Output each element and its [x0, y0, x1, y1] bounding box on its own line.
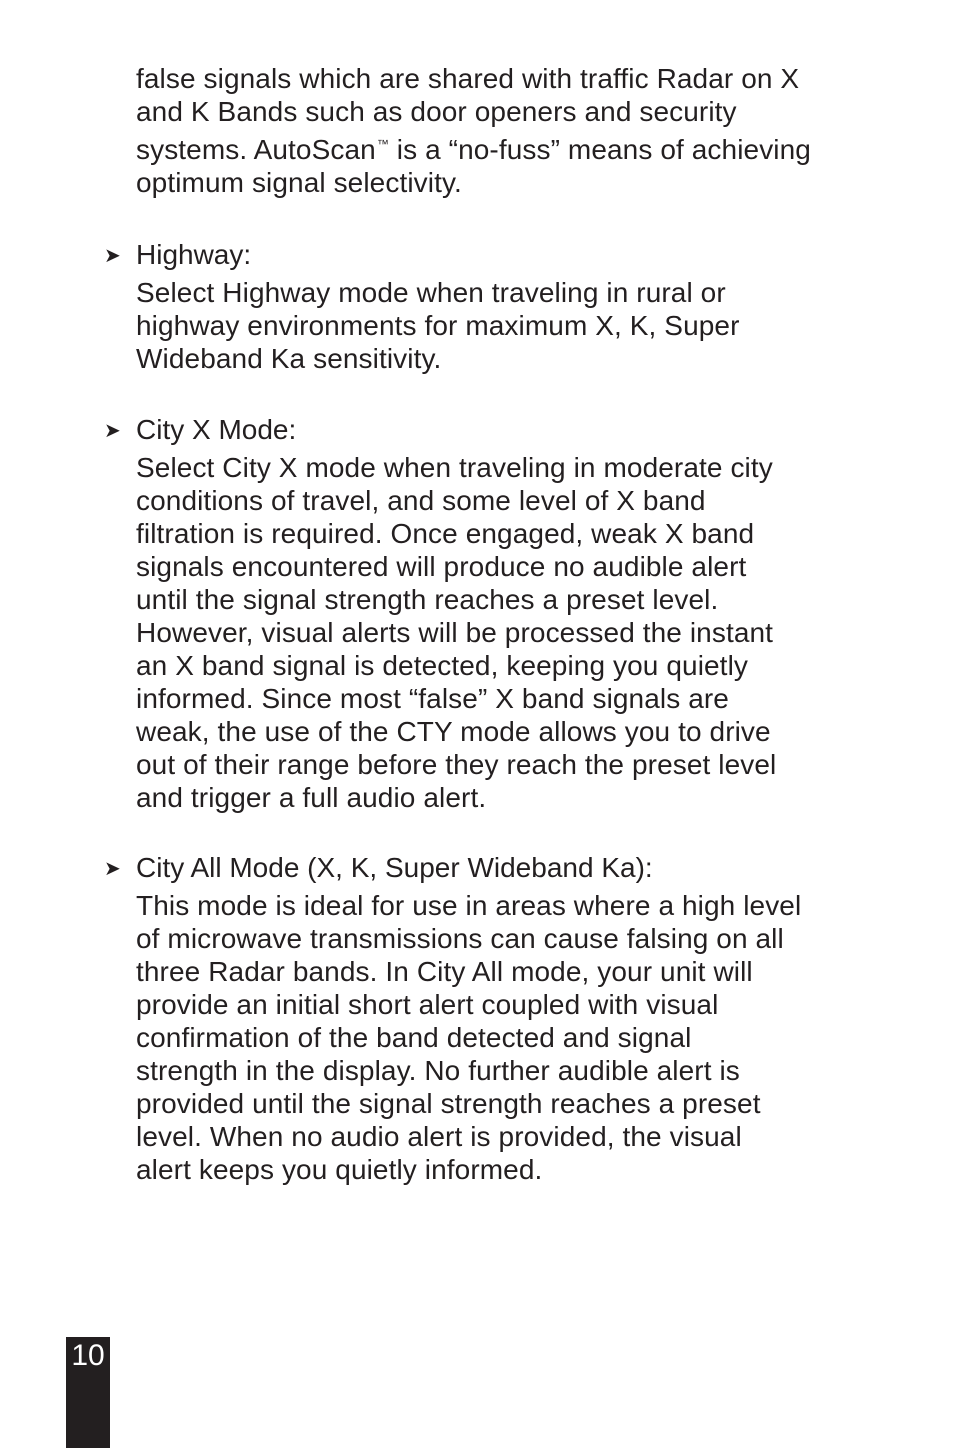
text-line: of microwave transmissions can cause falsing on all: [136, 923, 784, 954]
text-line: alert keeps you quietly informed.: [136, 1154, 543, 1185]
section-body-city-all: [136, 889, 896, 1186]
text-line: an X band signal is detected, keeping you quietly: [136, 650, 748, 681]
text-line: confirmation of the band detected and signal: [136, 1022, 692, 1053]
text-line: provide an initial short alert coupled with visual: [136, 989, 719, 1020]
heading-text: City All Mode (X, K, Super Wideband Ka):: [136, 852, 653, 883]
intro-paragraph: [136, 62, 896, 199]
heading-text: City X Mode:: [136, 414, 297, 445]
autoscan-text: systems. AutoScan: [136, 134, 376, 165]
text-line: level. When no audio alert is provided, the visual: [136, 1121, 742, 1152]
trademark-symbol: ™: [376, 137, 389, 151]
page-number: 10: [71, 1339, 105, 1372]
text-line: [136, 128, 896, 166]
text-line: highway environments for maximum X, K, Super: [136, 310, 740, 341]
text-line: strength in the display. No further audible alert is: [136, 1055, 740, 1086]
text-line: three Radar bands. In City All mode, your unit will: [136, 956, 753, 987]
arrow-bullet-icon: ➤: [104, 245, 121, 267]
text-line: optimum signal selectivity.: [136, 167, 462, 198]
section-body-highway: [136, 276, 896, 375]
text-line: conditions of travel, and some level of X band: [136, 485, 706, 516]
section-heading-highway: [104, 238, 251, 273]
text-line: This mode is ideal for use in areas where a high level: [136, 890, 802, 921]
text-line: provided until the signal strength reaches a preset: [136, 1088, 761, 1119]
section-heading-city-x: [104, 413, 296, 448]
text-line: until the signal strength reaches a preset level.: [136, 584, 719, 615]
text-line: Select City X mode when traveling in moderate city: [136, 452, 773, 483]
page-number-tab: [66, 1337, 110, 1448]
text-line: filtration is required. Once engaged, weak X band: [136, 518, 755, 549]
text-line: However, visual alerts will be processed the instant: [136, 617, 774, 648]
text-line: weak, the use of the CTY mode allows you to drive: [136, 716, 771, 747]
text-line-rest: is a “no-fuss” means of achieving: [388, 134, 811, 165]
arrow-bullet-icon: ➤: [104, 858, 121, 880]
text-line: signals encountered will produce no audible alert: [136, 551, 747, 582]
text-line: and K Bands such as door openers and security: [136, 96, 737, 127]
text-line: and trigger a full audio alert.: [136, 782, 487, 813]
text-line: out of their range before they reach the preset level: [136, 749, 777, 780]
arrow-bullet-icon: ➤: [104, 420, 121, 442]
text-line: informed. Since most “false” X band signals are: [136, 683, 729, 714]
section-body-city-x: [136, 451, 896, 814]
text-line: false signals which are shared with traffic Radar on X: [136, 63, 800, 94]
text-line: Wideband Ka sensitivity.: [136, 343, 442, 374]
text-line: Select Highway mode when traveling in rural or: [136, 277, 726, 308]
section-heading-city-all: [104, 851, 653, 886]
heading-text: Highway:: [136, 239, 252, 270]
